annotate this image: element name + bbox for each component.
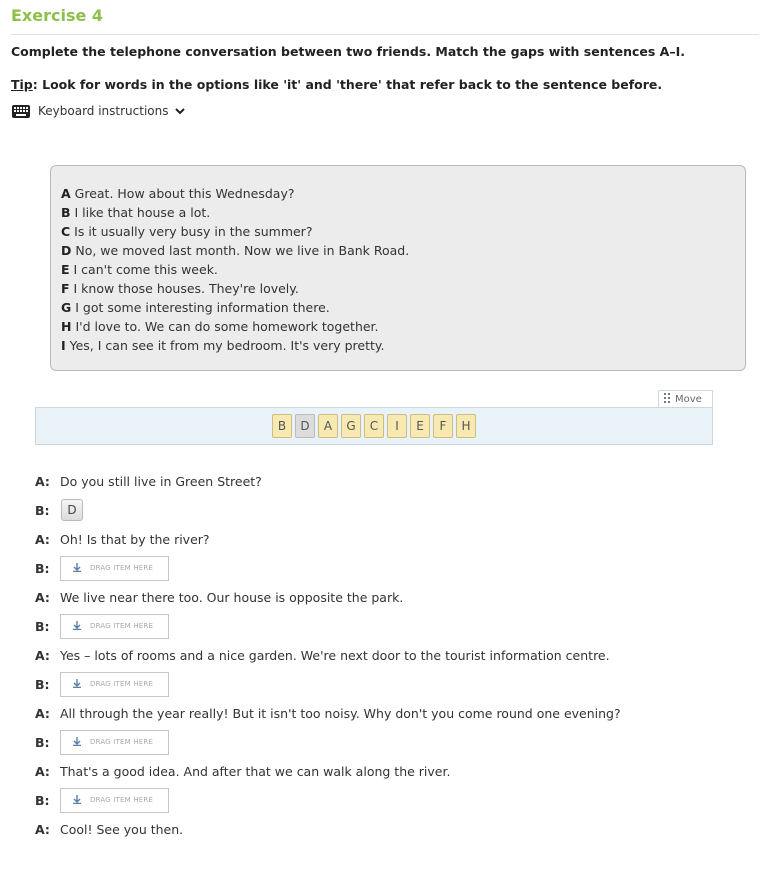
option-b — [61, 203, 745, 222]
option-g — [61, 298, 745, 317]
speaker-label: A: — [35, 647, 50, 663]
dialog-text: Cool! See you then. — [60, 821, 184, 837]
download-arrow-icon — [73, 737, 81, 748]
dialog-line — [35, 723, 755, 761]
answer-chip-b[interactable]: B — [272, 414, 292, 438]
drop-zone[interactable] — [60, 614, 169, 639]
speaker-label: A: — [35, 473, 50, 489]
dialog-line — [35, 607, 755, 645]
answer-chip-d[interactable]: D — [295, 414, 315, 438]
option-letter: C — [61, 224, 71, 239]
option-c — [61, 222, 745, 241]
speaker-label: B: — [35, 502, 50, 518]
option-text: Is it usually very busy in the summer? — [70, 224, 313, 239]
dialog-line — [35, 703, 755, 723]
dialog-line — [35, 761, 755, 781]
speaker-label: B: — [35, 792, 50, 808]
move-label: Move — [675, 394, 702, 405]
move-handle[interactable] — [658, 390, 713, 408]
download-arrow-icon — [73, 679, 81, 690]
speaker-label: B: — [35, 676, 50, 692]
dialog-line — [35, 665, 755, 703]
speaker-label: A: — [35, 531, 50, 547]
dialog-text: All through the year really! But it isn't too noisy. Why don't you come round one evening? — [60, 705, 621, 721]
drop-zone-placeholder: DRAG ITEM HERE — [90, 680, 154, 688]
option-letter: E — [61, 262, 70, 277]
exercise-title: Exercise 4 — [11, 6, 104, 25]
drop-zone[interactable] — [60, 556, 169, 581]
chevron-down-icon — [175, 108, 185, 115]
speaker-label: A: — [35, 705, 50, 721]
dialog-line — [35, 587, 755, 607]
option-text: Yes, I can see it from my bedroom. It's very pretty. — [65, 338, 385, 353]
dialog-line — [35, 491, 755, 529]
dialog-text: That's a good idea. And after that we can walk along the river. — [60, 763, 451, 779]
option-i — [61, 336, 745, 355]
tip-label: Tip — [11, 77, 33, 92]
dialog-line — [35, 471, 755, 491]
option-letter: G — [61, 300, 72, 315]
answer-chip-e[interactable]: E — [410, 414, 430, 438]
drag-grip-icon — [664, 393, 670, 406]
drop-zone[interactable] — [60, 730, 169, 755]
drop-zone-placeholder: DRAG ITEM HERE — [90, 622, 154, 630]
option-d — [61, 241, 745, 260]
dialog-line — [35, 529, 755, 549]
filled-answer[interactable]: D — [61, 499, 83, 521]
tip-text: : Look for words in the options like 'it' and 'there' that refer back to the sentence before. — [32, 77, 663, 92]
option-text: I like that house a lot. — [70, 205, 211, 220]
dialog-text: We live near there too. Our house is opposite the park. — [60, 589, 404, 605]
download-arrow-icon — [73, 563, 81, 574]
keyboard-instructions-toggle[interactable] — [12, 104, 185, 118]
keyboard-instructions-label: Keyboard instructions — [38, 104, 169, 118]
drop-zone[interactable] — [60, 672, 169, 697]
answer-chip-a[interactable]: A — [318, 414, 338, 438]
answer-chip-i[interactable]: I — [387, 414, 407, 438]
answer-chip-g[interactable]: G — [341, 414, 361, 438]
download-arrow-icon — [73, 621, 81, 632]
title-divider — [11, 34, 759, 35]
download-arrow-icon — [73, 795, 81, 806]
drop-zone-placeholder: DRAG ITEM HERE — [90, 564, 154, 572]
answer-chip-c[interactable]: C — [364, 414, 384, 438]
option-e — [61, 260, 745, 279]
drop-zone-placeholder: DRAG ITEM HERE — [90, 738, 154, 746]
speaker-label: A: — [35, 589, 50, 605]
speaker-label: A: — [35, 821, 50, 837]
option-letter: F — [61, 281, 70, 296]
drop-zone[interactable] — [60, 788, 169, 813]
speaker-label: B: — [35, 618, 50, 634]
answer-chip-f[interactable]: F — [433, 414, 453, 438]
options-box — [50, 165, 746, 371]
dialog-text: Do you still live in Green Street? — [60, 473, 262, 489]
dialog-text: Yes – lots of rooms and a nice garden. We're next door to the tourist information centre. — [60, 647, 610, 663]
option-a — [61, 184, 745, 203]
dialog-text: Oh! Is that by the river? — [60, 531, 210, 547]
answer-chip-h[interactable]: H — [456, 414, 476, 438]
option-letter: B — [61, 205, 71, 220]
speaker-label: A: — [35, 763, 50, 779]
option-text: No, we moved last month. Now we live in Bank Road. — [71, 243, 410, 258]
conversation — [35, 471, 755, 839]
instructions: Complete the telephone conversation between two friends. Match the gaps with sentences A–I. — [11, 44, 685, 59]
dialog-line — [35, 549, 755, 587]
speaker-label: B: — [35, 560, 50, 576]
option-f — [61, 279, 745, 298]
option-letter: A — [61, 186, 71, 201]
option-text: I got some interesting information there. — [71, 300, 330, 315]
dialog-line — [35, 781, 755, 819]
option-text: I know those houses. They're lovely. — [69, 281, 299, 296]
option-text: Great. How about this Wednesday? — [70, 186, 295, 201]
speaker-label: B: — [35, 734, 50, 750]
drop-zone-placeholder: DRAG ITEM HERE — [90, 796, 154, 804]
option-text: I'd love to. We can do some homework together. — [71, 319, 379, 334]
tip — [11, 77, 662, 92]
dialog-line — [35, 645, 755, 665]
dialog-line — [35, 819, 755, 839]
option-text: I can't come this week. — [69, 262, 218, 277]
option-letter: D — [61, 243, 72, 258]
option-h — [61, 317, 745, 336]
answer-tray — [35, 407, 713, 445]
keyboard-icon — [12, 105, 30, 118]
option-letter: H — [61, 319, 72, 334]
option-letter: I — [61, 338, 66, 353]
